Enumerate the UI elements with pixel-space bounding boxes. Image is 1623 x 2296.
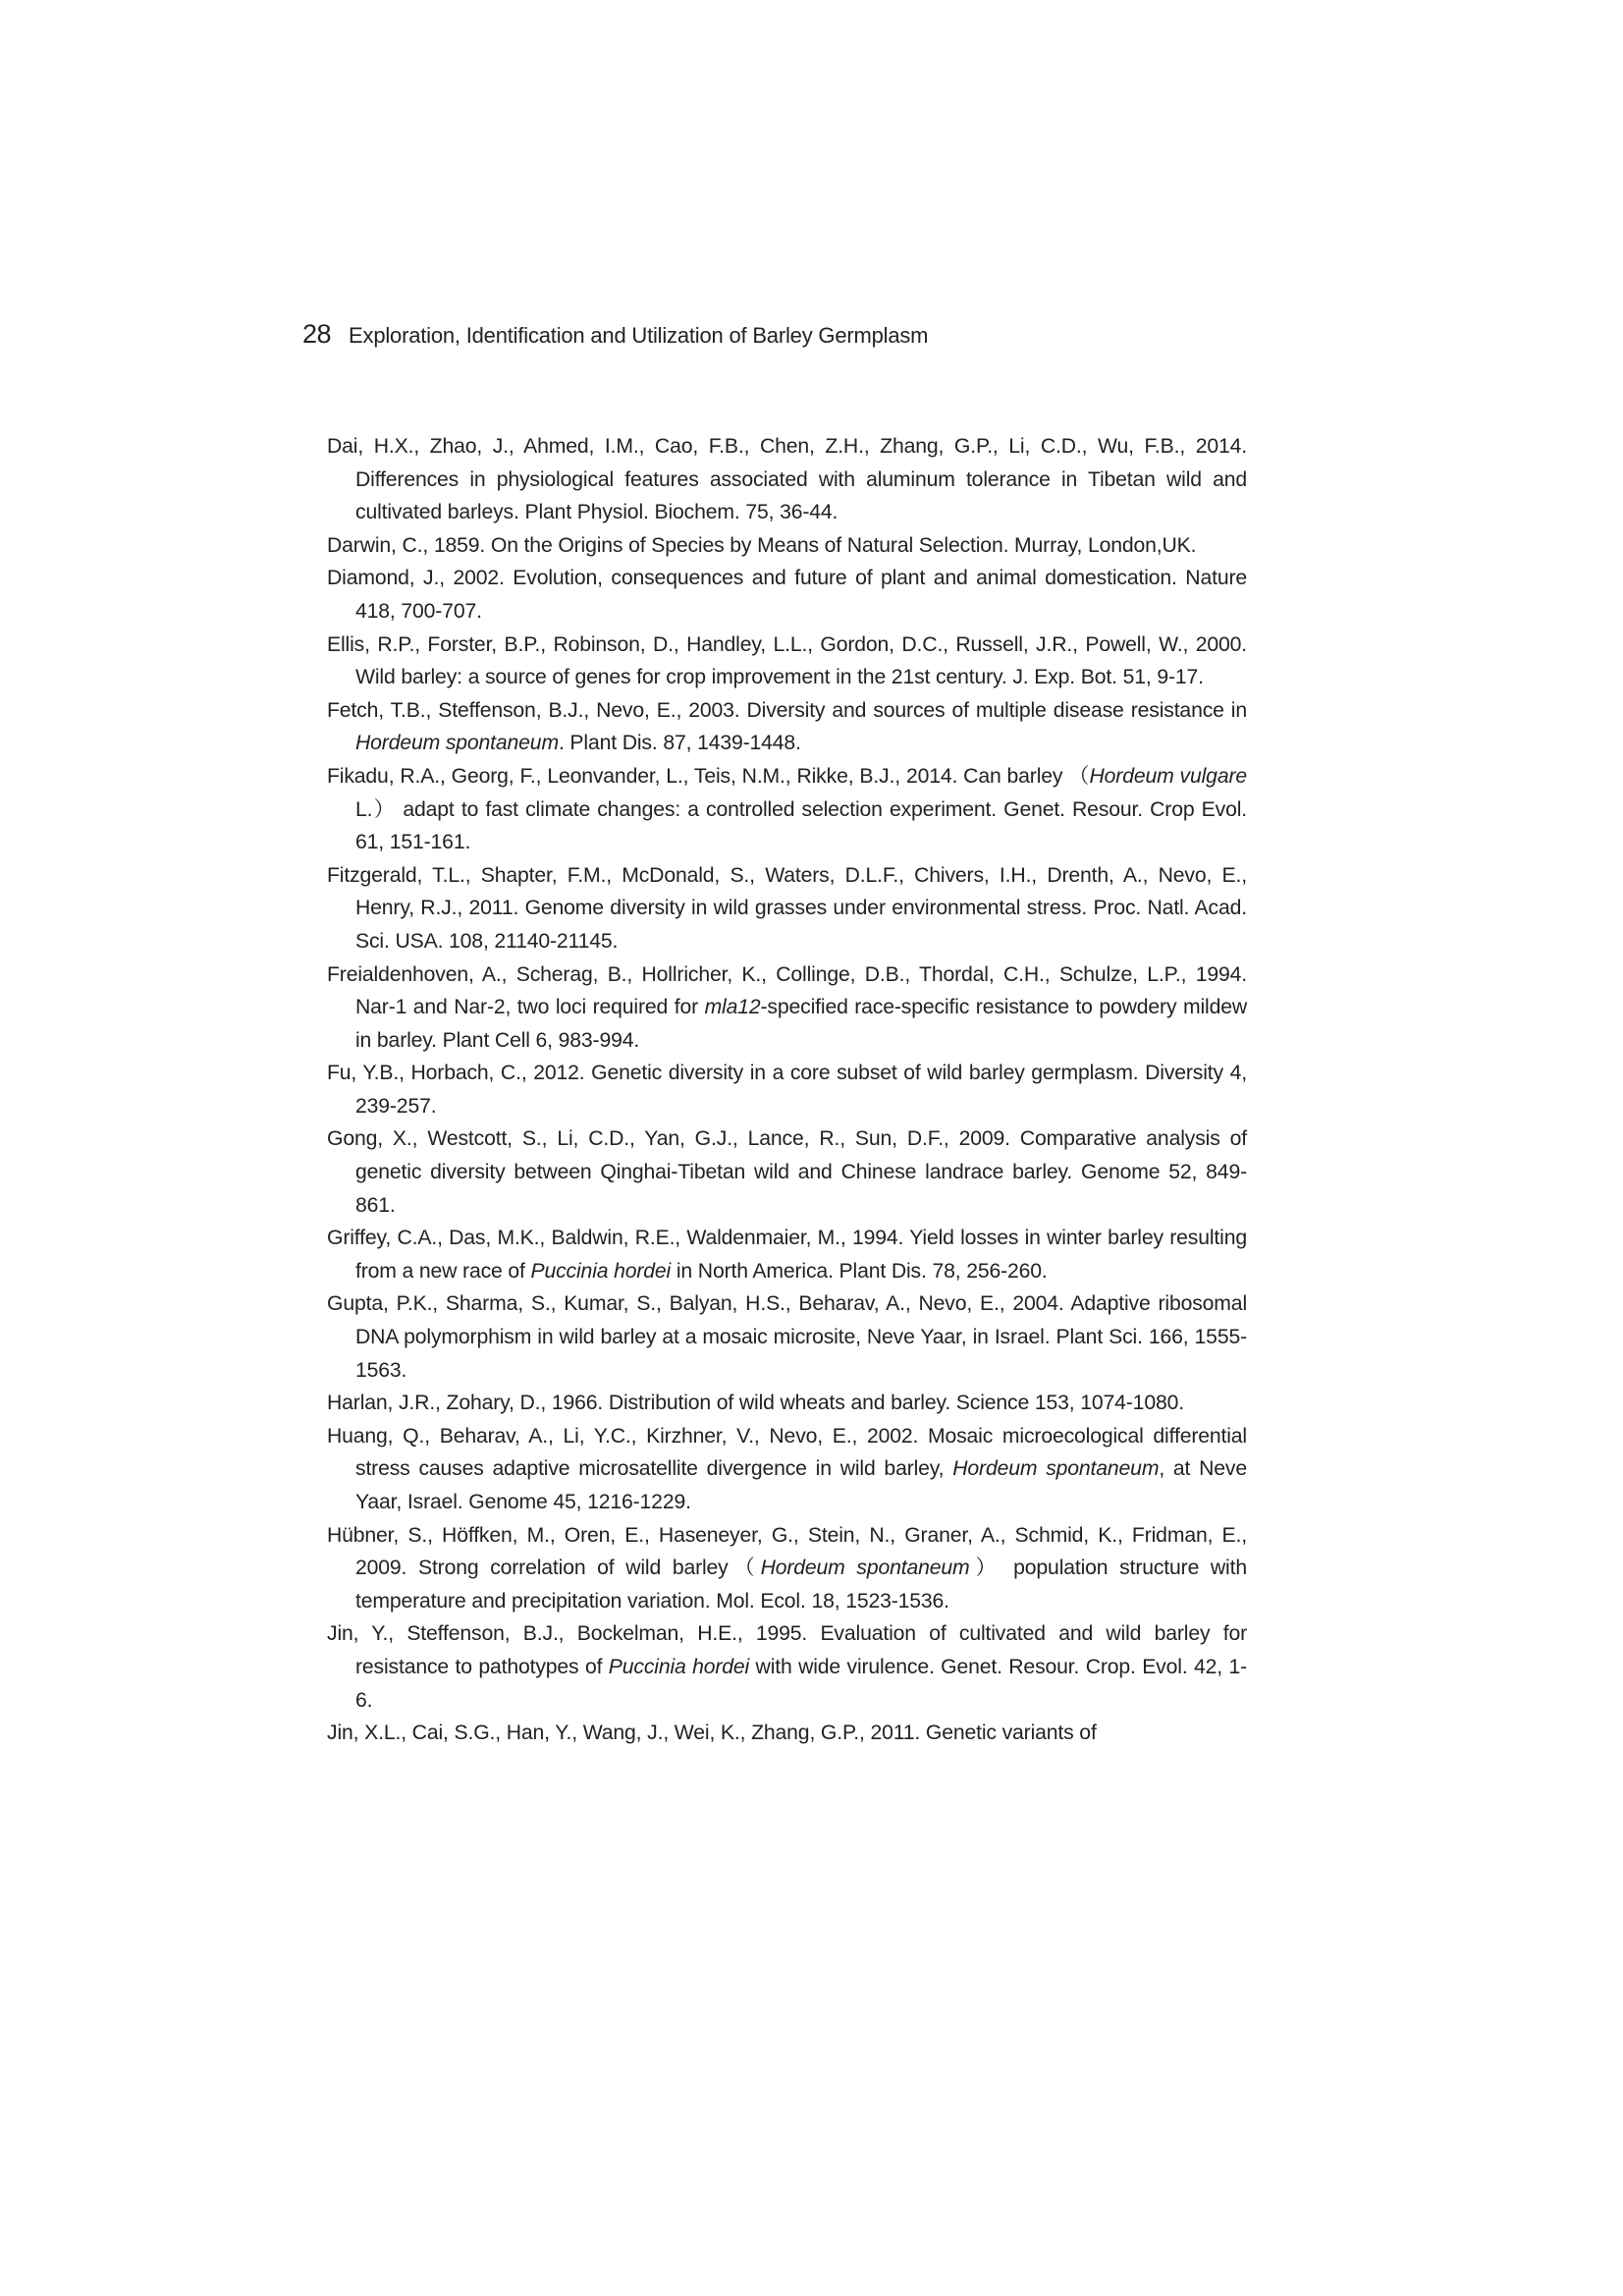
reference-entry bbox=[327, 1287, 1247, 1387]
reference-list bbox=[327, 430, 1247, 1750]
reference-text: Griffey, C.A., Das, M.K., Baldwin, R.E., Waldenmaier, M., 1994. Yield losses in winter barley resulting from a new race of bbox=[327, 1227, 1247, 1283]
reference-text: L.） adapt to fast climate changes: a controlled selection experiment. Genet. Resour. Crop Evol. 61, 151-161. bbox=[355, 797, 1247, 854]
reference-entry bbox=[327, 694, 1247, 760]
reference-text: with wide virulence. Genet. Resour. Crop. Evol. 42, 1-6. bbox=[355, 1655, 1247, 1712]
reference-text: Dai, H.X., Zhao, J., Ahmed, I.M., Cao, F.B., Chen, Z.H., Zhang, G.P., Li, C.D., Wu, F.B., 2014. Differences in physiological features associated with aluminum tolerance in Tibetan wild and cultivated barleys. Plant Physiol. Biochem. 75, 36-44. bbox=[327, 435, 1247, 524]
reference-text: Hübner, S., Höffken, M., Oren, E., Haseneyer, G., Stein, N., Graner, A., Schmid, K., Fridman, E., 2009. Strong correlation of wild barley（ bbox=[327, 1523, 1247, 1580]
reference-text: Ellis, R.P., Forster, B.P., Robinson, D., Handley, L.L., Gordon, D.C., Russell, J.R., Powell, W., 2000. Wild barley: a source of genes for crop improvement in the 21st century. J. Exp. Bot. 51, 9-17. bbox=[327, 632, 1247, 689]
reference-italic-text: Hordeum spontaneum bbox=[355, 732, 559, 755]
reference-entry bbox=[327, 430, 1247, 529]
reference-text: Jin, X.L., Cai, S.G., Han, Y., Wang, J., Wei, K., Zhang, G.P., 2011. Genetic variants of bbox=[327, 1722, 1097, 1745]
reference-text: Fu, Y.B., Horbach, C., 2012. Genetic diversity in a core subset of wild barley germplasm. Diversity 4, 239-257. bbox=[327, 1062, 1247, 1118]
reference-text: Darwin, C., 1859. On the Origins of Species by Means of Natural Selection. Murray, London,UK. bbox=[327, 533, 1197, 557]
reference-entry bbox=[327, 1122, 1247, 1222]
reference-entry bbox=[327, 562, 1247, 628]
reference-text: Fikadu, R.A., Georg, F., Leonvander, L., Teis, N.M., Rikke, B.J., 2014. Can barley （ bbox=[327, 764, 1090, 788]
reference-entry bbox=[327, 760, 1247, 859]
reference-italic-text: Hordeum vulgare bbox=[1089, 764, 1247, 788]
reference-entry bbox=[327, 529, 1247, 563]
reference-text: . Plant Dis. 87, 1439-1448. bbox=[558, 732, 801, 755]
reference-entry bbox=[327, 859, 1247, 958]
reference-entry bbox=[327, 1222, 1247, 1287]
reference-text: , at Neve Yaar, Israel. Genome 45, 1216-1229. bbox=[355, 1457, 1247, 1513]
reference-italic-text: mla12 bbox=[704, 996, 761, 1019]
reference-text: ） population structure with temperature and precipitation variation. Mol. Ecol. 18, 1523-1536. bbox=[355, 1557, 1247, 1613]
book-title: Exploration, Identification and Utilization of Barley Germplasm bbox=[349, 323, 929, 348]
reference-text: -specified race-specific resistance to powdery mildew in barley. Plant Cell 6, 983-994. bbox=[355, 996, 1247, 1052]
reference-entry bbox=[327, 1420, 1247, 1519]
page-number: 28 bbox=[302, 319, 332, 349]
reference-entry bbox=[327, 1617, 1247, 1717]
running-head bbox=[302, 319, 928, 351]
reference-text: Huang, Q., Beharav, A., Li, Y.C., Kirzhner, V., Nevo, E., 2002. Mosaic microecological differential stress causes adaptive microsatellite divergence in wild barley, bbox=[327, 1424, 1247, 1481]
reference-entry bbox=[327, 629, 1247, 694]
reference-italic-text: Hordeum spontaneum bbox=[952, 1457, 1160, 1481]
reference-text: Gupta, P.K., Sharma, S., Kumar, S., Balyan, H.S., Beharav, A., Nevo, E., 2004. Adaptive ribosomal DNA polymorphism in wild barley at a mosaic microsite, Neve Yaar, in Israel. Plant Sci. 166, 1555-1563. bbox=[327, 1292, 1247, 1382]
reference-italic-text: Puccinia hordei bbox=[608, 1655, 750, 1678]
reference-text: Diamond, J., 2002. Evolution, consequences and future of plant and animal domestication. Nature 418, 700-707. bbox=[327, 567, 1247, 623]
reference-entry bbox=[327, 1387, 1247, 1420]
reference-italic-text: Puccinia hordei bbox=[530, 1259, 672, 1283]
reference-italic-text: Hordeum spontaneum bbox=[760, 1557, 970, 1580]
reference-entry bbox=[327, 1519, 1247, 1618]
reference-entry bbox=[327, 958, 1247, 1058]
reference-text: Jin, Y., Steffenson, B.J., Bockelman, H.E., 1995. Evaluation of cultivated and wild barley for resistance to pathotypes of bbox=[327, 1622, 1247, 1678]
reference-text: Fitzgerald, T.L., Shapter, F.M., McDonald, S., Waters, D.L.F., Chivers, I.H., Drenth, A., Nevo, E., Henry, R.J., 2011. Genome diversity in wild grasses under environmental stress. Proc. Natl. Acad. Sci. USA. 108, 21140-21145. bbox=[327, 863, 1247, 953]
reference-text: Gong, X., Westcott, S., Li, C.D., Yan, G.J., Lance, R., Sun, D.F., 2009. Comparative analysis of genetic diversity between Qinghai-Tibetan wild and Chinese landrace barley. Genome 52, 849-861. bbox=[327, 1127, 1247, 1217]
reference-text: Freialdenhoven, A., Scherag, B., Hollricher, K., Collinge, D.B., Thordal, C.H., Schulze, L.P., 1994. Nar-1 and Nar-2, two loci required for bbox=[327, 962, 1247, 1019]
reference-text: Harlan, J.R., Zohary, D., 1966. Distribution of wild wheats and barley. Science 153, 1074-1080. bbox=[327, 1392, 1184, 1415]
reference-entry bbox=[327, 1717, 1247, 1750]
reference-entry bbox=[327, 1057, 1247, 1122]
reference-text: in North America. Plant Dis. 78, 256-260. bbox=[671, 1259, 1048, 1283]
reference-text: Fetch, T.B., Steffenson, B.J., Nevo, E., 2003. Diversity and sources of multiple disease resistance in bbox=[327, 698, 1247, 722]
